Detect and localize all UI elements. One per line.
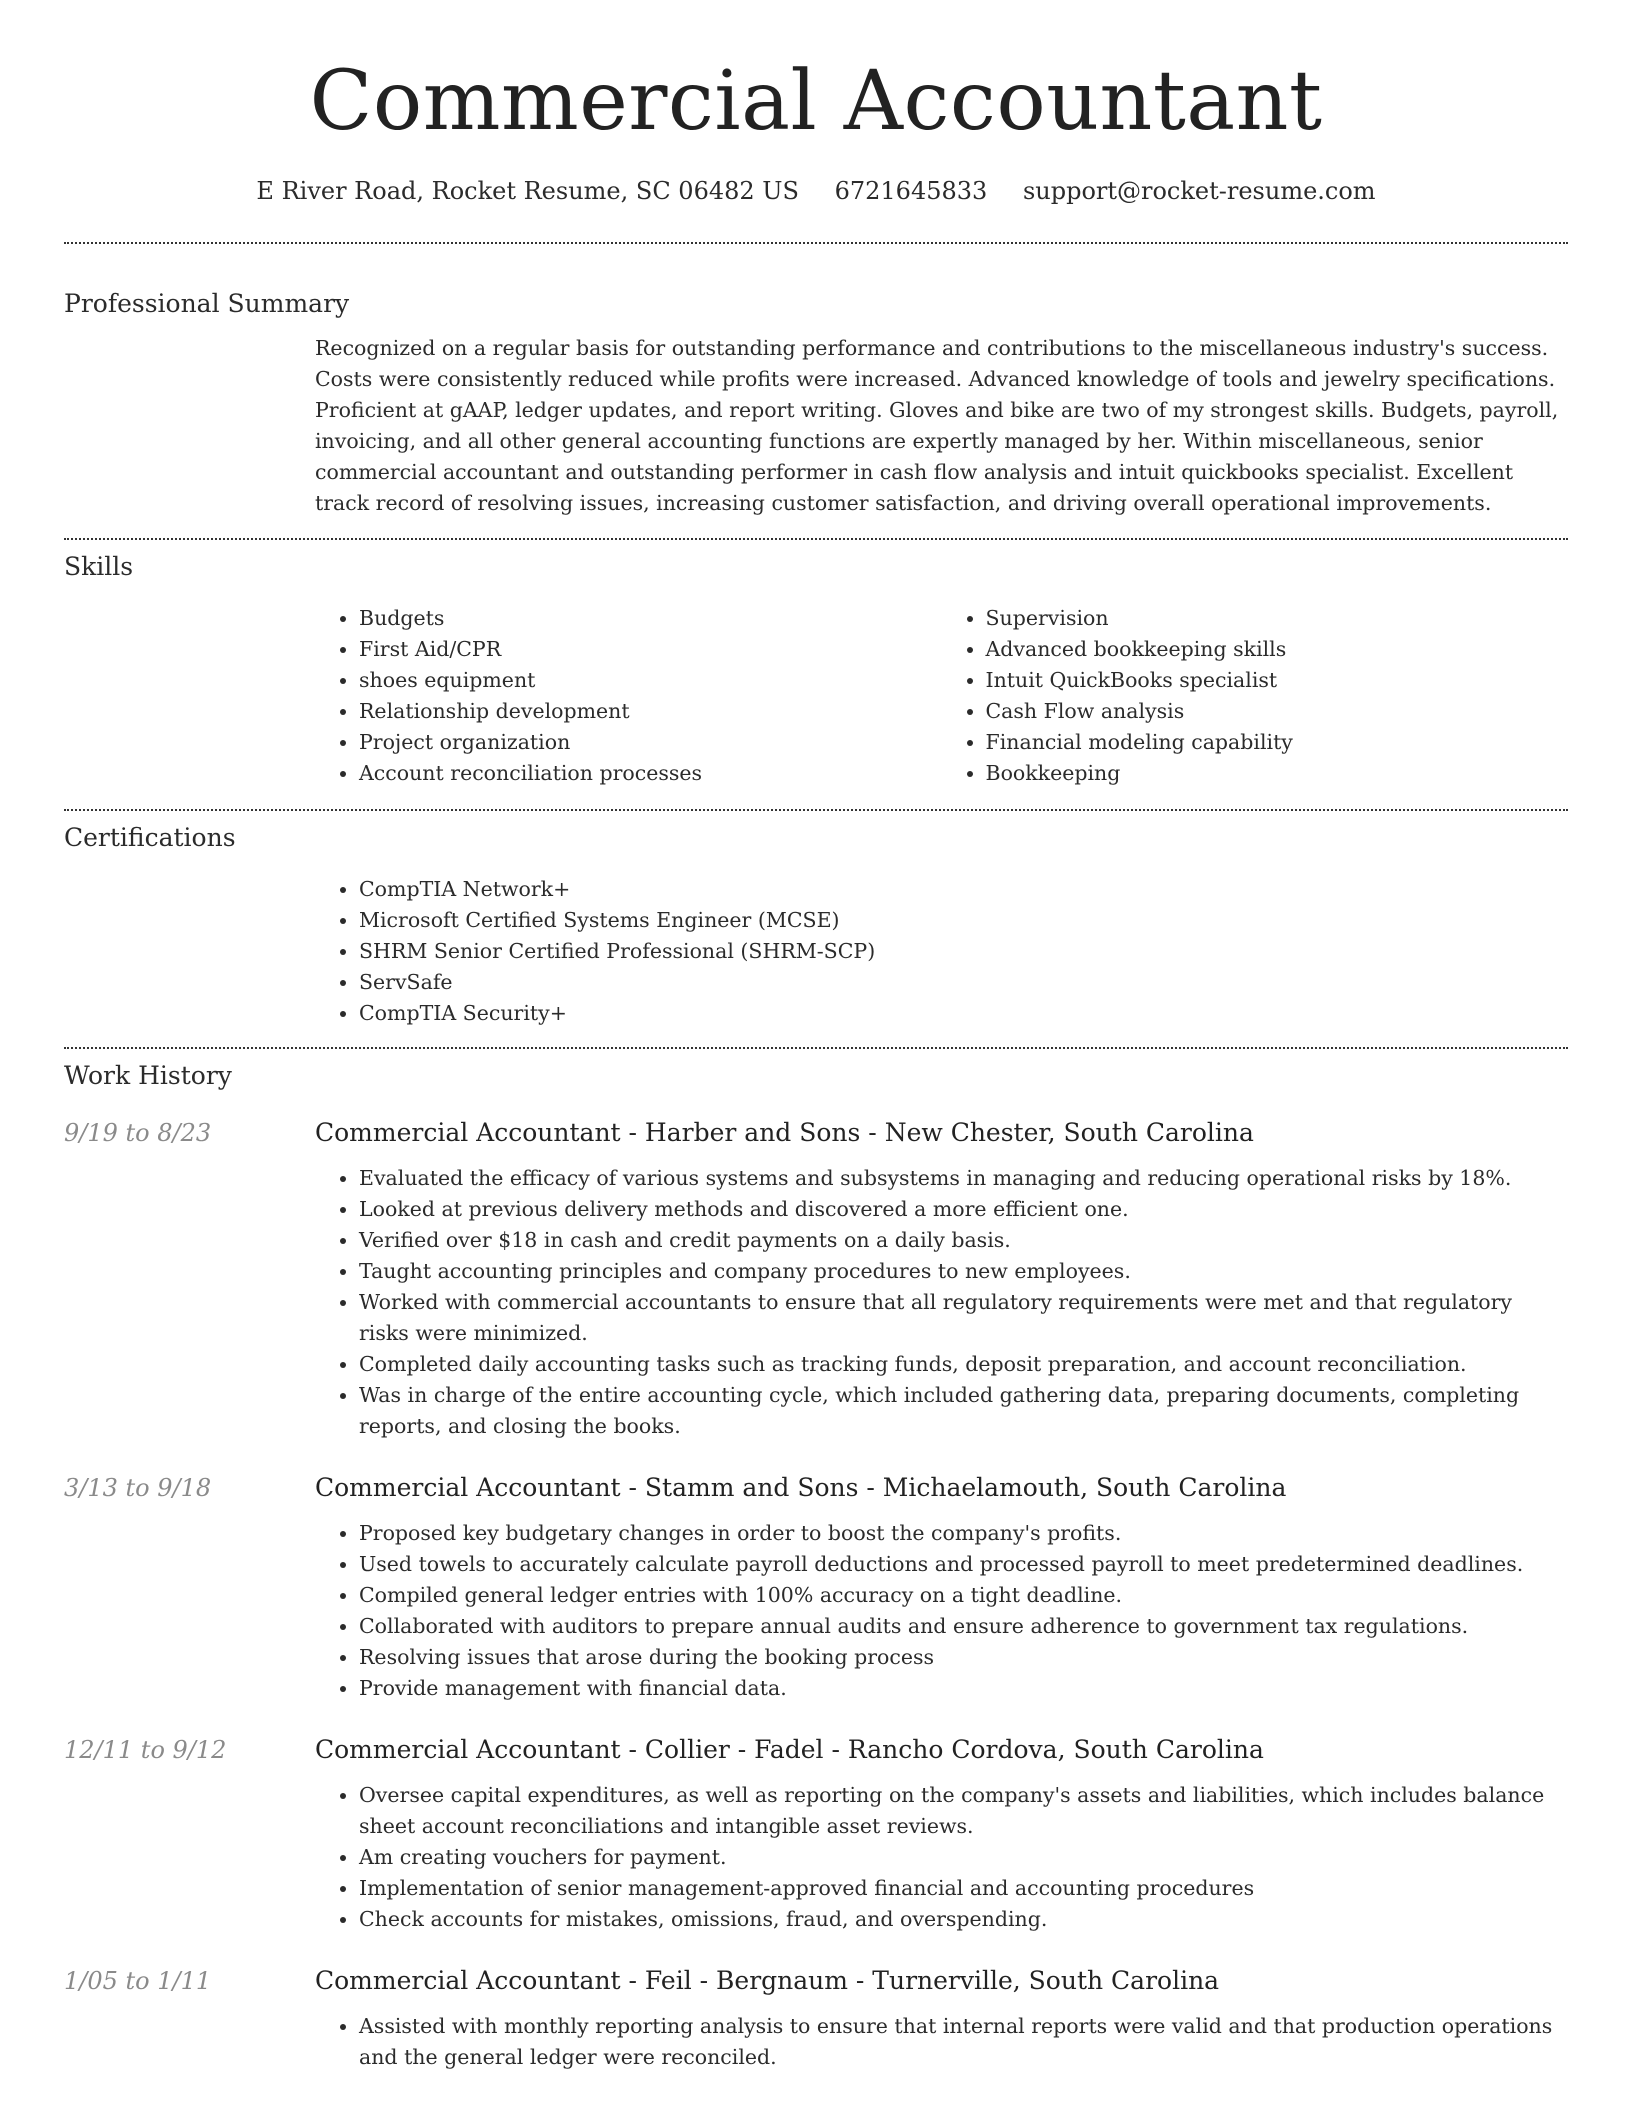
job-bullet: • Implementation of senior management-approved financial and accounting procedures [359, 1873, 1568, 1904]
section-title-skills: Skills [64, 552, 134, 581]
job-bullet: • Evaluated the efficacy of various systems and subsystems in managing and reducing operational risks by 18%. [359, 1163, 1568, 1194]
candidate-name: Commercial Accountant [309, 54, 1323, 149]
contact-phone: 6721645833 [834, 177, 988, 205]
certifications-list [315, 874, 1568, 1029]
job-bullet: • Assisted with monthly reporting analysis to ensure that internal reports were valid and that production operations and the general ledger were reconciled. [359, 2011, 1568, 2073]
divider [64, 809, 1568, 811]
summary-text: Recognized on a regular basis for outstanding performance and contributions to the miscellaneous industry's success. Costs were consistently reduced while profits were increased. Advanced knowledge of tools and jewelry specifications. Proficient at gAAP, ledger updates, and report writing. Gloves and bike are two of my strongest skills. Budgets, payroll, invoicing, and all other general accounting functions are expertly managed by her. Within miscellaneous, senior commercial accountant and outstanding performer in cash flow analysis and intuit quickbooks specialist. Excellent track record of resolving issues, increasing customer satisfaction, and driving overall operational improvements. [315, 336, 1559, 515]
section-title-summary: Professional Summary [64, 289, 350, 318]
job-bullet: • Proposed key budgetary changes in order to boost the company's profits. [359, 1518, 1568, 1549]
job-entry [64, 1471, 1568, 1704]
job-title: Commercial Accountant - Stamm and Sons - Michaelamouth, South Carolina [315, 1473, 1287, 1502]
contact-line [64, 174, 1568, 208]
job-bullet: • Used towels to accurately calculate payroll deductions and processed payroll to meet predetermined deadlines. [359, 1549, 1568, 1580]
job-entry [64, 1964, 1568, 2073]
divider [64, 242, 1568, 244]
skill-item: • Cash Flow analysis [986, 696, 1569, 727]
skill-item: • Supervision [986, 603, 1569, 634]
divider [64, 538, 1568, 540]
certification-item: • CompTIA Security+ [359, 998, 1568, 1029]
skill-item: • Financial modeling capability [986, 727, 1569, 758]
skill-item: • Account reconciliation processes [359, 758, 942, 789]
job-entry [64, 1116, 1568, 1442]
skill-item: • First Aid/CPR [359, 634, 942, 665]
contact-address: E River Road, Rocket Resume, SC 06482 US [256, 177, 799, 205]
skills-section [315, 603, 1568, 789]
skill-item: • Relationship development [359, 696, 942, 727]
job-bullet: • Am creating vouchers for payment. [359, 1842, 1568, 1873]
summary-section [315, 333, 1568, 519]
job-bullet: • Taught accounting principles and company procedures to new employees. [359, 1256, 1568, 1287]
job-dates: 12/11 to 9/12 [64, 1736, 227, 1764]
job-bullets [315, 2011, 1568, 2073]
certification-item: • CompTIA Network+ [359, 874, 1568, 905]
skill-item: • Project organization [359, 727, 942, 758]
job-bullet: • Looked at previous delivery methods and discovered a more efficient one. [359, 1194, 1568, 1225]
section-title-work-history: Work History [64, 1061, 232, 1090]
job-bullets [315, 1518, 1568, 1704]
job-bullets [315, 1780, 1568, 1935]
skills-list-right [942, 603, 1569, 789]
job-bullet: • Compiled general ledger entries with 100% accuracy on a tight deadline. [359, 1580, 1568, 1611]
job-bullets [315, 1163, 1568, 1442]
job-bullet: • Verified over $18 in cash and credit payments on a daily basis. [359, 1225, 1568, 1256]
skill-item: • Bookkeeping [986, 758, 1569, 789]
job-bullet: • Check accounts for mistakes, omissions, fraud, and overspending. [359, 1904, 1568, 1935]
job-bullet: • Collaborated with auditors to prepare annual audits and ensure adherence to government tax regulations. [359, 1611, 1568, 1642]
skill-item: • Intuit QuickBooks specialist [986, 665, 1569, 696]
skills-list-left [315, 603, 942, 789]
job-bullet: • Worked with commercial accountants to ensure that all regulatory requirements were met and that regulatory risks were minimized. [359, 1287, 1568, 1349]
job-entry [64, 1733, 1568, 1935]
contact-email: support@rocket-resume.com [1022, 177, 1376, 205]
job-title: Commercial Accountant - Collier - Fadel - Rancho Cordova, South Carolina [315, 1735, 1264, 1764]
job-dates: 1/05 to 1/11 [64, 1967, 212, 1995]
job-dates: 3/13 to 9/18 [64, 1474, 212, 1502]
resume-page [64, 0, 1568, 2073]
certification-item: • SHRM Senior Certified Professional (SHRM-SCP) [359, 936, 1568, 967]
job-bullet: • Completed daily accounting tasks such as tracking funds, deposit preparation, and account reconciliation. [359, 1349, 1568, 1380]
job-bullet: • Resolving issues that arose during the booking process [359, 1642, 1568, 1673]
job-bullet: • Provide management with financial data. [359, 1673, 1568, 1704]
certification-item: • Microsoft Certified Systems Engineer (MCSE) [359, 905, 1568, 936]
job-bullet: • Was in charge of the entire accounting cycle, which included gathering data, preparing documents, completing reports, and closing the books. [359, 1380, 1568, 1442]
job-title: Commercial Accountant - Feil - Bergnaum - Turnerville, South Carolina [315, 1966, 1220, 1995]
divider [64, 1047, 1568, 1049]
certification-item: • ServSafe [359, 967, 1568, 998]
job-title: Commercial Accountant - Harber and Sons - New Chester, South Carolina [315, 1118, 1254, 1147]
skill-item: • Advanced bookkeeping skills [986, 634, 1569, 665]
certifications-section [315, 874, 1568, 1029]
job-dates: 9/19 to 8/23 [64, 1119, 212, 1147]
section-title-certifications: Certifications [64, 823, 236, 852]
job-bullet: • Oversee capital expenditures, as well as reporting on the company's assets and liabilities, which includes balance sheet account reconciliations and intangible asset reviews. [359, 1780, 1568, 1842]
skill-item: • shoes equipment [359, 665, 942, 696]
skill-item: • Budgets [359, 603, 942, 634]
